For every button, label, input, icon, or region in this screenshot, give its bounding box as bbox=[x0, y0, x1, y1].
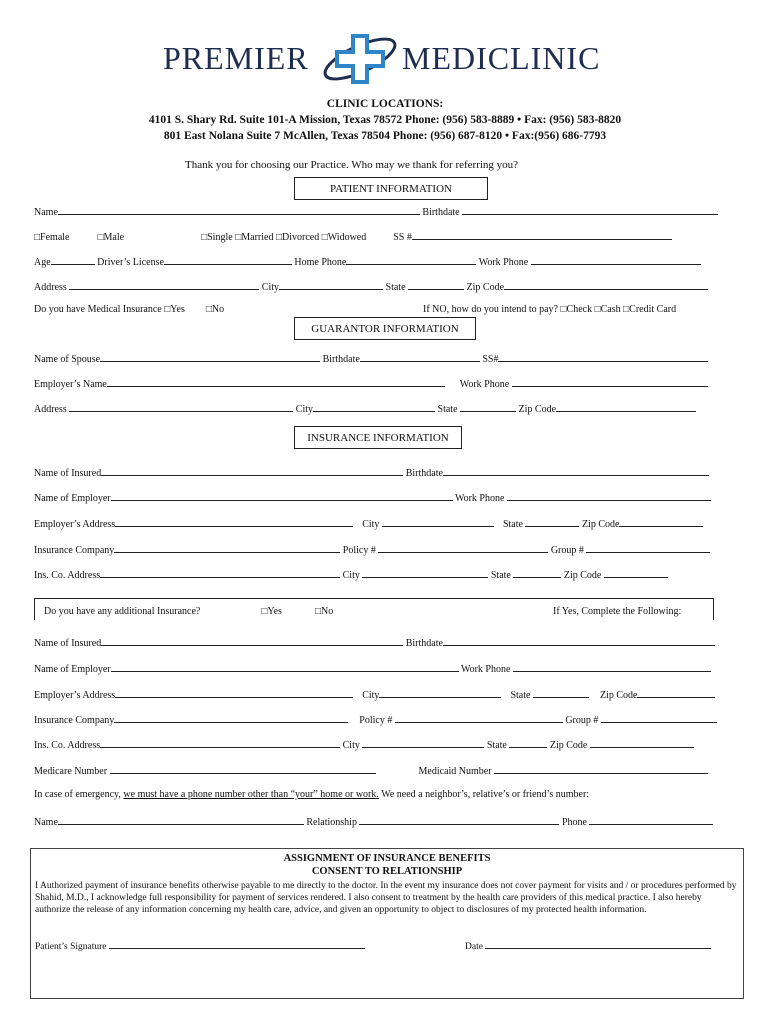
medicare-row: Medicare Number Medicaid Number bbox=[34, 763, 708, 777]
ins-co-state-field[interactable] bbox=[513, 567, 561, 578]
credit-card-checkbox[interactable]: □ bbox=[623, 304, 630, 315]
ins-co-address-row: Ins. Co. Address City State Zip Code bbox=[34, 567, 668, 581]
emergency-name-field[interactable] bbox=[58, 814, 304, 825]
second-insurance-company-field[interactable] bbox=[114, 712, 348, 723]
spouse-ss-field[interactable] bbox=[498, 351, 708, 362]
insured-emp-address-field[interactable] bbox=[115, 516, 353, 527]
female-checkbox[interactable]: □ bbox=[34, 232, 41, 243]
signature-field[interactable] bbox=[109, 939, 365, 949]
second-ins-co-zip-field[interactable] bbox=[590, 737, 694, 748]
ins-co-zip-field[interactable] bbox=[604, 567, 668, 578]
logo-cross-icon bbox=[320, 28, 400, 90]
second-ins-co-city-field[interactable] bbox=[362, 737, 484, 748]
patient-birthdate-field[interactable] bbox=[462, 204, 718, 215]
guarantor-employer-row: Employer’s Name Work Phone bbox=[34, 376, 708, 390]
second-insured-name-field[interactable] bbox=[101, 635, 403, 646]
second-city-field[interactable] bbox=[379, 687, 501, 698]
ins-co-city-field[interactable] bbox=[362, 567, 488, 578]
group-field[interactable] bbox=[586, 542, 710, 553]
logo-mediclinic: MEDICLINIC bbox=[402, 40, 601, 76]
spouse-field[interactable] bbox=[100, 351, 320, 362]
consent-body: I Authorized payment of insurance benefits otherwise payable to me directly to the doctor. In the event my insurance does not cover payment for visits and / or procedures performed by Shahid, M.D., I acknowledge full responsibility for payment of services rendered. I also consent to treatment by the health care providers of this medical practice. I also hereby authorize the release of any information concerning my health care, advice, and given an opportunity to object to disclosures of my protected health information. bbox=[35, 881, 737, 915]
consent-title-2: CONSENT TO RELATIONSHIP bbox=[311, 866, 463, 877]
if-yes-complete: If Yes, Complete the Following: bbox=[553, 606, 682, 617]
married-checkbox[interactable]: □ bbox=[235, 232, 242, 243]
insured-name-row: Name of Insured Birthdate bbox=[34, 465, 709, 479]
age-field[interactable] bbox=[51, 254, 95, 265]
second-group-field[interactable] bbox=[601, 712, 717, 723]
patient-name-field[interactable] bbox=[58, 204, 420, 215]
insured-state-field[interactable] bbox=[525, 516, 579, 527]
additional-yes-checkbox[interactable]: □ bbox=[261, 606, 268, 617]
referral-question: Thank you for choosing our Practice. Who may we thank for referring you? bbox=[185, 159, 519, 171]
relationship-field[interactable] bbox=[359, 814, 559, 825]
male-checkbox[interactable]: □ bbox=[97, 232, 104, 243]
second-employer-row: Name of Employer Work Phone bbox=[34, 661, 711, 675]
guarantor-employer-field[interactable] bbox=[107, 376, 445, 387]
second-employer-field[interactable] bbox=[111, 661, 459, 672]
guarantor-city-field[interactable] bbox=[313, 401, 435, 412]
insured-emp-address-row: Employer’s Address City State Zip Code bbox=[34, 516, 703, 530]
city-field[interactable] bbox=[279, 279, 383, 290]
patient-address-row: Address City State Zip Code bbox=[34, 279, 708, 293]
insurance-company-field[interactable] bbox=[114, 542, 340, 553]
insurance-company-row: Insurance Company Policy # Group # bbox=[34, 542, 710, 556]
additional-insurance-question: Do you have any additional Insurance? □Yes □No bbox=[44, 606, 334, 617]
cash-checkbox[interactable]: □ bbox=[594, 304, 601, 315]
second-work-phone-field[interactable] bbox=[513, 661, 711, 672]
second-state-field[interactable] bbox=[533, 687, 589, 698]
guarantor-work-phone-field[interactable] bbox=[512, 376, 708, 387]
spouse-birthdate-field[interactable] bbox=[360, 351, 480, 362]
second-ins-co-address-row: Ins. Co. Address City State Zip Code bbox=[34, 737, 694, 751]
single-checkbox[interactable]: □ bbox=[201, 232, 208, 243]
guarantor-spouse-row: Name of Spouse Birthdate SS# bbox=[34, 351, 708, 365]
med-ins-yes-checkbox[interactable]: □ bbox=[164, 304, 171, 315]
patient-name-row: Name Birthdate bbox=[34, 204, 718, 218]
medicare-field[interactable] bbox=[110, 763, 376, 774]
clinic-address-2: 801 East Nolana Suite 7 McAllen, Texas 78504 Phone: (956) 687-8120 • Fax:(956) 686-7793 bbox=[163, 130, 607, 142]
additional-no-checkbox[interactable]: □ bbox=[314, 606, 321, 617]
section-insurance-information: INSURANCE INFORMATION bbox=[294, 426, 462, 449]
license-field[interactable] bbox=[164, 254, 292, 265]
logo-premier: PREMIER bbox=[163, 40, 309, 76]
check-checkbox[interactable]: □ bbox=[560, 304, 567, 315]
second-zip-field[interactable] bbox=[637, 687, 715, 698]
second-insured-name-row: Name of Insured Birthdate bbox=[34, 635, 715, 649]
state-field[interactable] bbox=[408, 279, 464, 290]
second-emp-address-field[interactable] bbox=[115, 687, 353, 698]
policy-field[interactable] bbox=[378, 542, 548, 553]
emergency-note: In case of emergency, we must have a phone number other than “your” home or work. We need a neighbor’s, relative’s or friend’s number: bbox=[34, 789, 590, 800]
medical-insurance-row: Do you have Medical Insurance □Yes □No bbox=[34, 304, 225, 315]
zip-field[interactable] bbox=[504, 279, 708, 290]
patient-ss-field[interactable] bbox=[412, 229, 672, 240]
medicaid-field[interactable] bbox=[494, 763, 708, 774]
guarantor-state-field[interactable] bbox=[460, 401, 516, 412]
date-field[interactable] bbox=[485, 939, 711, 949]
guarantor-address-row: Address City State Zip Code bbox=[34, 401, 696, 415]
second-emp-address-row: Employer’s Address City State Zip Code bbox=[34, 687, 715, 701]
widowed-checkbox[interactable]: □ bbox=[321, 232, 328, 243]
second-ins-co-address-field[interactable] bbox=[100, 737, 340, 748]
insured-employer-field[interactable] bbox=[111, 490, 453, 501]
ins-co-address-field[interactable] bbox=[100, 567, 340, 578]
emergency-contact-row: Name Relationship Phone bbox=[34, 814, 713, 828]
patient-sex-row: □Female □Male □Single □Married □Divorced □Widowed SS # bbox=[34, 229, 672, 243]
consent-box bbox=[30, 848, 744, 999]
divorced-checkbox[interactable]: □ bbox=[275, 232, 282, 243]
home-phone-field[interactable] bbox=[346, 254, 476, 265]
emergency-phone-field[interactable] bbox=[589, 814, 713, 825]
insured-work-phone-field[interactable] bbox=[507, 490, 711, 501]
insured-birthdate-field[interactable] bbox=[443, 465, 709, 476]
clinic-address-1: 4101 S. Shary Rd. Suite 101-A Mission, Texas 78572 Phone: (956) 583-8889 • Fax: (956) 583-8820 bbox=[148, 114, 622, 126]
payment-method-row: If NO, how do you intend to pay? □Check □Cash □Credit Card bbox=[423, 304, 677, 315]
address-field[interactable] bbox=[69, 279, 259, 290]
section-guarantor-information: GUARANTOR INFORMATION bbox=[294, 317, 476, 340]
med-ins-no-checkbox[interactable]: □ bbox=[205, 304, 212, 315]
second-ins-co-state-field[interactable] bbox=[509, 737, 547, 748]
second-policy-field[interactable] bbox=[395, 712, 563, 723]
second-insured-birthdate-field[interactable] bbox=[443, 635, 715, 646]
insured-name-field[interactable] bbox=[101, 465, 403, 476]
insured-employer-row: Name of Employer Work Phone bbox=[34, 490, 711, 504]
insured-zip-field[interactable] bbox=[619, 516, 703, 527]
work-phone-field[interactable] bbox=[531, 254, 701, 265]
second-insurance-company-row: Insurance Company Policy # Group # bbox=[34, 712, 717, 726]
clinic-locations-title: CLINIC LOCATIONS: bbox=[326, 98, 444, 110]
signature-row: Patient’s Signature bbox=[35, 939, 365, 952]
guarantor-zip-field[interactable] bbox=[556, 401, 696, 412]
patient-age-row: Age Driver’s License Home Phone Work Phone bbox=[34, 254, 701, 268]
guarantor-address-field[interactable] bbox=[69, 401, 293, 412]
section-patient-information: PATIENT INFORMATION bbox=[294, 177, 488, 200]
consent-title-1: ASSIGNMENT OF INSURANCE BENEFITS bbox=[283, 853, 491, 864]
date-row: Date bbox=[465, 939, 711, 952]
insured-city-field[interactable] bbox=[382, 516, 494, 527]
